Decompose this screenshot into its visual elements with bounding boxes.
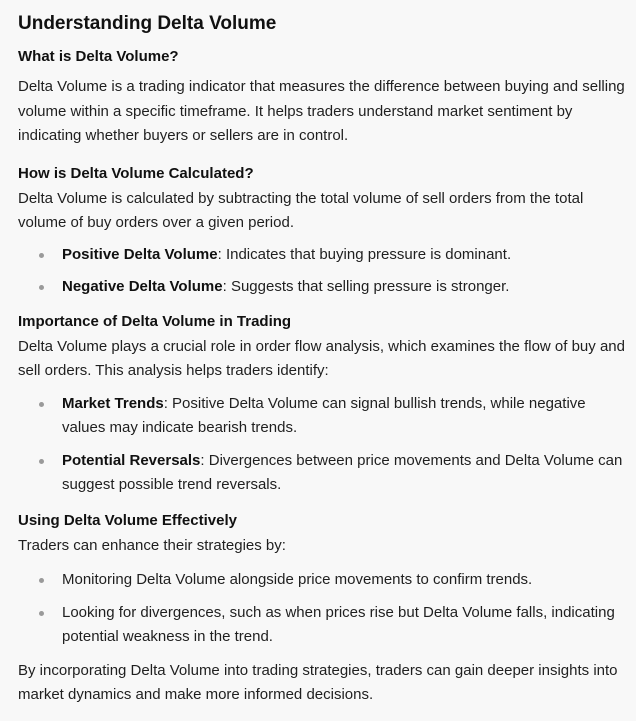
bullet-icon (39, 402, 44, 407)
article-title: Understanding Delta Volume (18, 13, 277, 34)
section-heading-importance: Importance of Delta Volume in Trading (18, 312, 292, 330)
bullet-icon (39, 578, 44, 583)
bullet-icon (39, 253, 44, 258)
strategies-list (18, 568, 628, 650)
conclusion-paragraph: By incorporating Delta Volume into trading strategies, traders can gain deeper insights into market dynamics and make more informed decisions. (18, 661, 618, 703)
list-item-text: : Suggests that selling pressure is stronger. (222, 278, 510, 295)
list-item-term: Market Trends (62, 394, 164, 412)
list-item-text: Monitoring Delta Volume alongside price movements to confirm trends. (62, 571, 533, 588)
list-item (18, 275, 628, 300)
section-heading-calculation: How is Delta Volume Calculated? (18, 164, 254, 182)
list-item (18, 601, 628, 650)
section-heading-using-effectively: Using Delta Volume Effectively (18, 511, 237, 529)
bullet-icon (39, 285, 44, 290)
importance-list (18, 392, 628, 498)
section-heading-what-is: What is Delta Volume? (18, 48, 179, 65)
list-item-text: Looking for divergences, such as when prices rise but Delta Volume falls, indicating potential weakness in the trend. (62, 603, 615, 645)
section-paragraph-importance: Delta Volume plays a crucial role in order flow analysis, which examines the flow of buy and sell orders. This analysis helps traders identify: (18, 337, 625, 379)
section-paragraph-calculation: Delta Volume is calculated by subtracting the total volume of sell orders from the total volume of buy orders over a given period. (18, 189, 584, 231)
bullet-icon (39, 459, 44, 464)
calculation-list (18, 243, 628, 300)
list-item-text: : Positive Delta Volume can signal bullish trends, while negative values may indicate bearish trends. (62, 394, 586, 436)
section-paragraph-what-is: Delta Volume is a trading indicator that measures the difference between buying and selling volume within a specific timeframe. It helps traders understand market sentiment by indicating whether buyers or sellers are in control. (18, 78, 625, 144)
list-item (18, 449, 628, 498)
list-item-term: Positive Delta Volume (62, 245, 218, 263)
list-item-text: : Indicates that buying pressure is dominant. (217, 245, 512, 263)
list-item-term: Negative Delta Volume (62, 278, 223, 295)
list-item (18, 243, 628, 268)
section-paragraph-using-effectively: Traders can enhance their strategies by: (18, 536, 286, 554)
bullet-icon (39, 611, 44, 616)
list-item (18, 392, 628, 441)
list-item-text: : Divergences between price movements and Delta Volume can suggest possible trend reversals. (62, 451, 623, 493)
list-item-term: Potential Reversals (62, 451, 201, 469)
list-item (18, 568, 628, 593)
